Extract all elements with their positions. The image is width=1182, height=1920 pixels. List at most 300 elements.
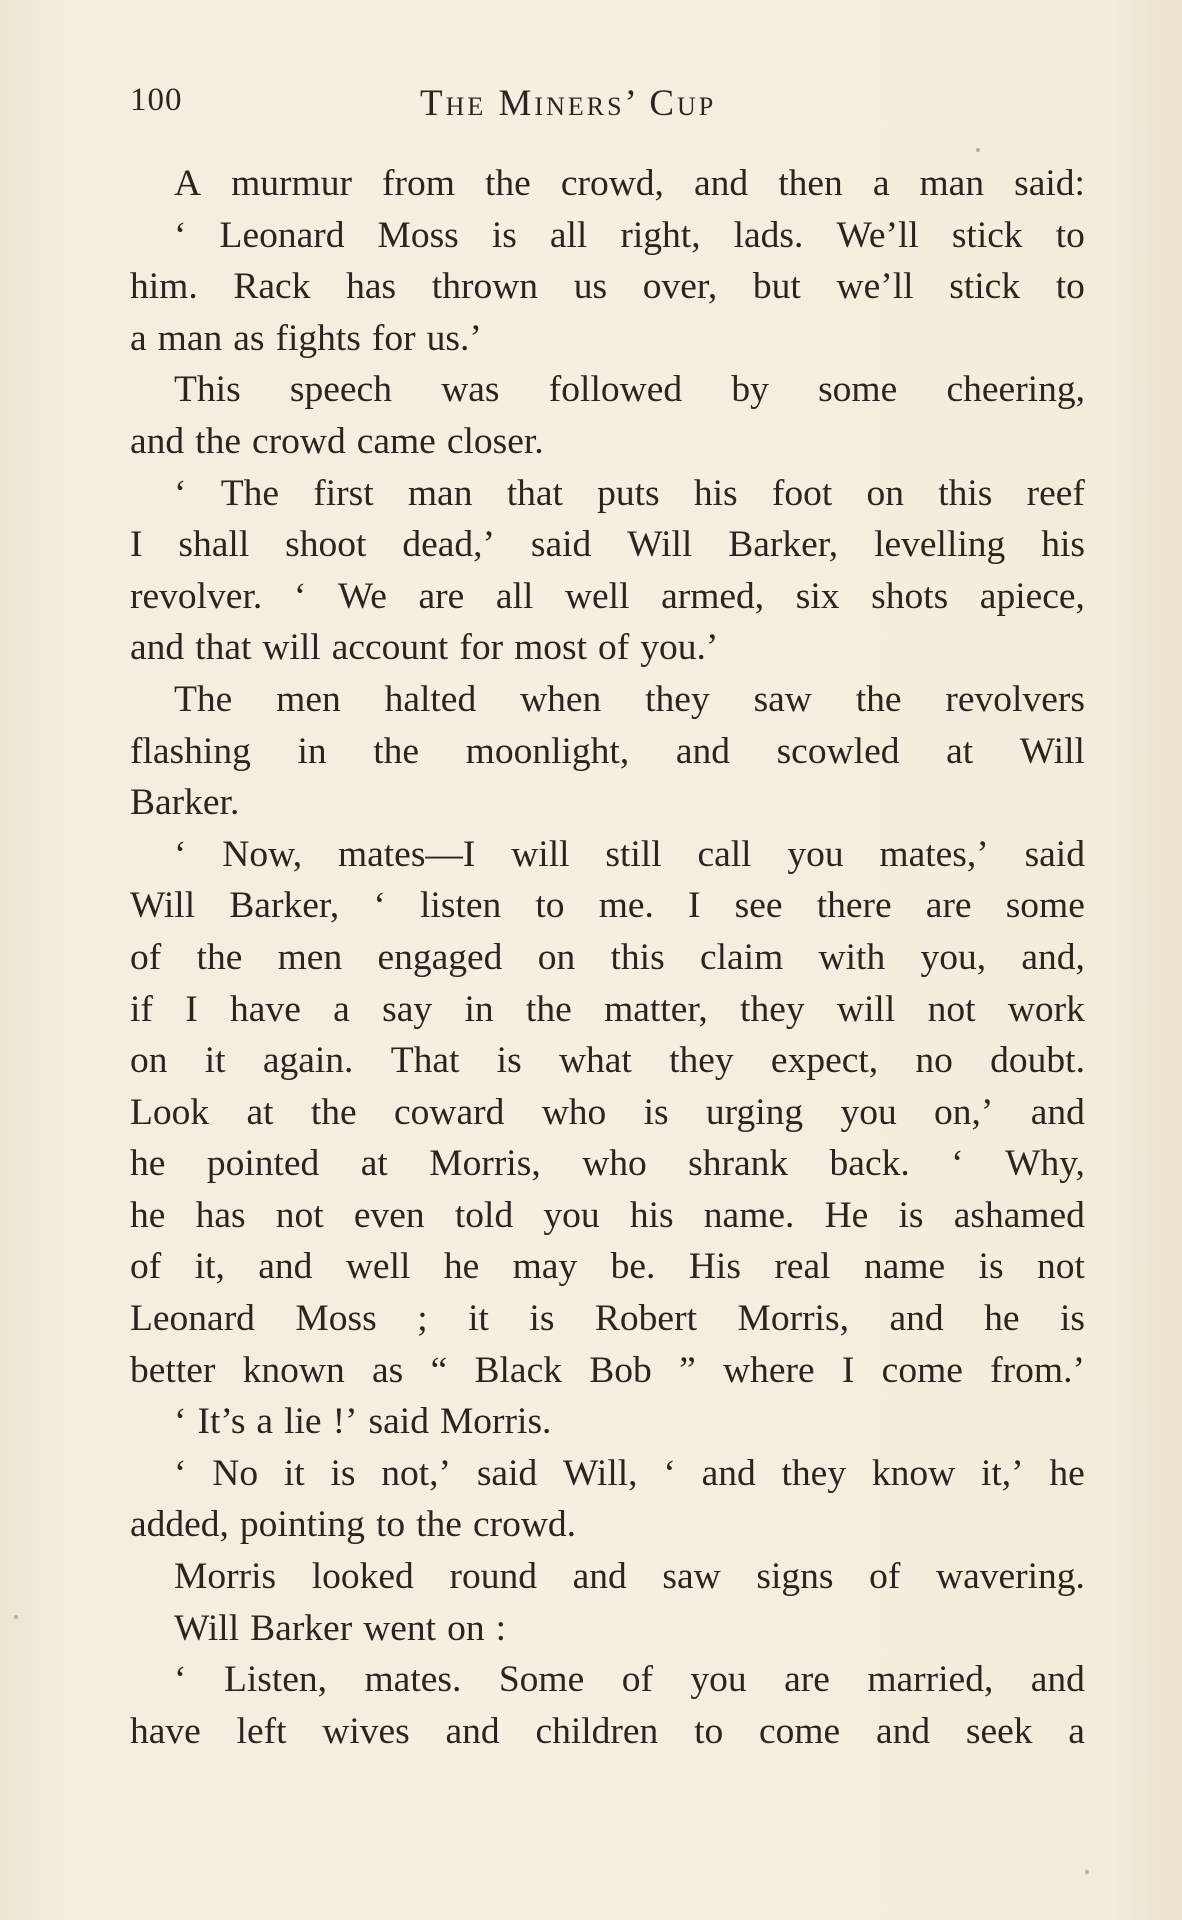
word: will	[511, 833, 570, 875]
page-header	[130, 82, 1085, 132]
word: followed	[548, 369, 683, 411]
word: where	[723, 1349, 815, 1391]
word: Bob	[589, 1349, 652, 1391]
word: as	[233, 317, 265, 359]
word: at	[360, 1143, 388, 1185]
word: coward	[394, 1091, 505, 1133]
word: a	[333, 988, 350, 1030]
word: work	[1007, 988, 1085, 1030]
word: speech	[289, 369, 392, 411]
word: Barker.	[130, 782, 240, 824]
word: from	[382, 163, 455, 204]
word: levelling	[874, 524, 1006, 566]
word: know	[871, 1452, 956, 1494]
word: the	[855, 678, 902, 720]
word: saw	[753, 678, 812, 720]
text-line	[130, 519, 1085, 571]
word: expect,	[770, 1040, 879, 1082]
word: ‘	[293, 575, 307, 617]
word: reef	[1026, 472, 1085, 514]
word: who	[582, 1143, 647, 1185]
word: have	[130, 1710, 201, 1752]
word: what	[558, 1040, 632, 1082]
word: is	[529, 1298, 555, 1340]
word: This	[174, 369, 241, 411]
word: you	[787, 833, 844, 875]
word: flashing	[130, 730, 251, 772]
text-line	[130, 1345, 1085, 1397]
word: name.	[703, 1194, 795, 1236]
word: I	[688, 885, 701, 927]
text-line	[130, 1087, 1085, 1139]
word: the	[373, 730, 420, 772]
text-line	[130, 1035, 1085, 1087]
word: man	[157, 317, 223, 359]
word: stick	[949, 266, 1021, 308]
word: The	[174, 678, 233, 720]
word: is	[496, 1040, 522, 1082]
running-head: The Miners’ Cup	[420, 83, 717, 124]
word: pointed	[206, 1143, 320, 1185]
word: in	[464, 988, 494, 1030]
word: dead,’	[402, 524, 495, 566]
word: ‘	[663, 1452, 676, 1494]
word: us.’	[426, 317, 482, 359]
word: the	[525, 988, 572, 1030]
word: is	[1059, 1298, 1085, 1340]
word: revolver.	[130, 575, 263, 617]
word: of	[869, 1556, 901, 1598]
word: they	[645, 678, 710, 720]
word: not	[275, 1194, 324, 1236]
word: and	[675, 730, 730, 772]
page-number: 100	[130, 82, 183, 118]
word: is	[491, 214, 517, 256]
text-line	[130, 1293, 1085, 1345]
text-line	[130, 416, 1085, 468]
word: crowd.	[472, 1504, 577, 1546]
word: and	[258, 1246, 313, 1288]
word: :	[495, 1607, 507, 1649]
word: mates.	[364, 1659, 462, 1701]
word: apiece,	[979, 575, 1085, 617]
word: at	[246, 1091, 274, 1133]
word: of	[130, 1246, 162, 1288]
word: said:	[1014, 163, 1085, 204]
text-line	[130, 726, 1085, 778]
word: seek	[965, 1710, 1033, 1752]
word: name	[863, 1246, 946, 1288]
word: to	[375, 1504, 406, 1546]
word: Will	[130, 885, 196, 927]
word: on	[130, 1040, 168, 1082]
word: is	[643, 1091, 669, 1133]
word: well	[345, 1246, 411, 1288]
word: looked	[311, 1556, 414, 1598]
word: to	[535, 885, 565, 927]
text-line	[130, 1603, 1085, 1655]
word: account	[331, 627, 449, 669]
word: ‘	[174, 833, 187, 875]
word: ‘	[951, 1143, 964, 1185]
word: he	[130, 1194, 166, 1236]
word: wives	[322, 1710, 410, 1752]
word: you	[690, 1659, 747, 1701]
word: Will	[174, 1607, 240, 1649]
word: a	[872, 163, 890, 204]
word: right,	[620, 214, 701, 256]
word: armed,	[661, 575, 765, 617]
word: Leonard	[130, 1298, 255, 1340]
word: in	[297, 730, 327, 772]
word: then	[778, 163, 843, 204]
word: has	[195, 1194, 246, 1236]
text-line	[130, 1138, 1085, 1190]
word: Will	[1019, 730, 1085, 772]
word: The	[220, 472, 280, 514]
word: said	[476, 1452, 538, 1494]
word: on,’	[934, 1091, 994, 1133]
word: that	[195, 627, 252, 669]
word: He	[824, 1194, 869, 1236]
word: signs	[756, 1556, 834, 1598]
word: halted	[384, 678, 477, 720]
word: they	[740, 988, 805, 1030]
word: again.	[262, 1040, 354, 1082]
body-text	[130, 158, 1085, 1757]
word: they	[781, 1452, 847, 1494]
word: all	[495, 575, 534, 617]
word: engaged	[377, 936, 503, 978]
text-line	[130, 210, 1085, 262]
word: who	[541, 1091, 607, 1133]
word: “	[430, 1349, 448, 1391]
word: stick	[951, 214, 1023, 256]
word: has	[346, 266, 397, 308]
word: We	[337, 575, 387, 617]
text-line	[130, 984, 1085, 1036]
word: wavering.	[936, 1556, 1085, 1598]
text-line	[130, 880, 1085, 932]
word: on	[447, 1607, 485, 1649]
word: doubt.	[990, 1040, 1085, 1082]
word: Morris,	[737, 1298, 849, 1340]
word: he	[443, 1246, 480, 1288]
word: the	[416, 1504, 462, 1546]
word: I	[185, 988, 198, 1030]
word: me.	[598, 885, 654, 927]
word: and	[693, 163, 749, 204]
word: Morris	[174, 1556, 277, 1598]
word: his	[629, 1194, 674, 1236]
word: from.’	[990, 1349, 1085, 1391]
word: us	[573, 266, 608, 308]
word: is	[898, 1194, 924, 1236]
text-line	[130, 1448, 1085, 1500]
word: was	[441, 369, 500, 411]
word: a	[130, 317, 147, 359]
word: not	[1036, 1246, 1085, 1288]
word: Some	[498, 1659, 585, 1701]
word: We’ll	[836, 214, 919, 256]
word: with	[818, 936, 886, 978]
word: all	[549, 214, 588, 256]
text-line	[130, 622, 1085, 674]
word: see	[734, 885, 783, 927]
word: his	[1041, 524, 1085, 566]
word: it	[468, 1298, 489, 1340]
word: ;	[417, 1298, 428, 1340]
word: but	[752, 266, 801, 308]
text-line	[130, 1551, 1085, 1603]
word: It’s	[197, 1401, 246, 1443]
word: Why,	[1005, 1143, 1085, 1185]
word: over,	[642, 266, 718, 308]
word: Rack	[233, 266, 311, 308]
word: to	[1055, 266, 1085, 308]
word: is	[330, 1452, 356, 1494]
word: said	[530, 524, 592, 566]
word: and	[572, 1556, 627, 1598]
word: revolvers	[945, 678, 1085, 720]
word: ‘	[174, 1452, 187, 1494]
word: puts	[597, 472, 660, 514]
word: you	[543, 1194, 600, 1236]
word: ‘	[174, 214, 187, 256]
word: shoot	[285, 524, 367, 566]
word: closer.	[446, 420, 544, 462]
word: known	[242, 1349, 345, 1391]
word: a	[1068, 1710, 1085, 1752]
word: Look	[130, 1091, 210, 1133]
text-line	[130, 261, 1085, 313]
word: foot	[771, 472, 833, 514]
word: come	[881, 1349, 963, 1391]
word: it	[283, 1452, 305, 1494]
word: Barker,	[728, 524, 839, 566]
word: not,’	[381, 1452, 452, 1494]
word: listen	[419, 885, 502, 927]
word: and	[130, 627, 185, 669]
word: Listen,	[223, 1659, 328, 1701]
word: you,	[920, 936, 987, 978]
word: he	[1049, 1452, 1085, 1494]
word: the	[484, 163, 531, 204]
word: call	[697, 833, 752, 875]
word: for	[459, 627, 504, 669]
word: came	[356, 420, 436, 462]
word: said	[368, 1401, 429, 1443]
word: married,	[867, 1659, 994, 1701]
word: well	[564, 575, 630, 617]
word: ‘	[373, 885, 386, 927]
word: the	[310, 1091, 357, 1133]
word: the	[195, 420, 241, 462]
word: a	[256, 1401, 274, 1443]
word: are	[784, 1659, 830, 1701]
word: are	[925, 885, 972, 927]
text-line	[130, 1396, 1085, 1448]
word: this	[610, 936, 665, 978]
word: scowled	[776, 730, 900, 772]
word: he	[130, 1143, 166, 1185]
word: lads.	[733, 214, 804, 256]
word: urging	[705, 1091, 804, 1133]
word: I	[130, 524, 143, 566]
word: it	[204, 1040, 226, 1082]
word: and	[1030, 1659, 1085, 1701]
word: Robert	[594, 1298, 697, 1340]
word: left	[236, 1710, 287, 1752]
text-line	[130, 313, 1085, 365]
word: added,	[130, 1504, 229, 1546]
word: his	[693, 472, 738, 514]
word: be.	[610, 1246, 656, 1288]
text-line	[130, 158, 1085, 210]
word: to	[694, 1710, 724, 1752]
text-line	[130, 829, 1085, 881]
word: pointing	[239, 1504, 365, 1546]
word: it,’	[980, 1452, 1024, 1494]
text-line	[130, 1241, 1085, 1293]
word: ‘	[174, 1401, 187, 1443]
word: there	[816, 885, 892, 927]
word: ‘	[174, 1659, 187, 1701]
word: they	[669, 1040, 734, 1082]
word: told	[454, 1194, 514, 1236]
word: of	[598, 627, 630, 669]
word: him.	[130, 266, 198, 308]
word: fights	[275, 317, 361, 359]
word: come	[758, 1710, 841, 1752]
word: have	[230, 988, 301, 1030]
word: first	[313, 472, 374, 514]
word: matter,	[604, 988, 708, 1030]
word: this	[938, 472, 993, 514]
word: No	[212, 1452, 259, 1494]
word: Barker,	[229, 885, 340, 927]
text-line	[130, 932, 1085, 984]
word: crowd,	[560, 163, 664, 204]
word: shots	[871, 575, 949, 617]
word: six	[795, 575, 840, 617]
word: and	[130, 420, 185, 462]
word: mates—I	[337, 833, 476, 875]
paper-speck	[976, 148, 980, 152]
word: say	[382, 988, 433, 1030]
word: children	[535, 1710, 659, 1752]
word: Moss	[377, 214, 459, 256]
word: man	[919, 163, 985, 204]
word: on	[537, 936, 576, 978]
word: mates,’	[879, 833, 989, 875]
word: for	[371, 317, 416, 359]
word: even	[353, 1194, 425, 1236]
word: shall	[178, 524, 250, 566]
paper-speck	[1085, 1870, 1089, 1874]
word: Will	[627, 524, 693, 566]
word: to	[1055, 214, 1085, 256]
text-line	[130, 468, 1085, 520]
word: some	[818, 369, 898, 411]
text-line	[130, 1706, 1085, 1758]
word: His	[688, 1246, 741, 1288]
word: back.	[829, 1143, 910, 1185]
word: cheering,	[946, 369, 1085, 411]
word: Leonard	[219, 214, 345, 256]
word: and	[889, 1298, 944, 1340]
word: Black	[474, 1349, 562, 1391]
word: and	[701, 1452, 756, 1494]
word: thrown	[431, 266, 539, 308]
text-line	[130, 777, 1085, 829]
text-line	[130, 1499, 1085, 1551]
word: of	[130, 936, 162, 978]
word: Barker	[250, 1607, 353, 1649]
word: we’ll	[836, 266, 914, 308]
word: you	[840, 1091, 897, 1133]
word: may	[512, 1246, 578, 1288]
word: and	[445, 1710, 500, 1752]
word: if	[130, 988, 153, 1030]
text-line	[130, 1190, 1085, 1242]
word: ashamed	[953, 1194, 1085, 1236]
text-line	[130, 674, 1085, 726]
word: you.’	[640, 627, 719, 669]
word: Moss	[295, 1298, 377, 1340]
word: I	[841, 1349, 855, 1391]
word: that	[506, 472, 563, 514]
word: at	[946, 730, 974, 772]
text-line	[130, 364, 1085, 416]
word: moonlight,	[465, 730, 630, 772]
word: men	[277, 936, 343, 978]
word: better	[130, 1349, 216, 1391]
word: men	[276, 678, 341, 720]
word: That	[390, 1040, 460, 1082]
word: went	[363, 1607, 437, 1649]
word: Now,	[222, 833, 303, 875]
paper-speck	[14, 1615, 18, 1619]
word: and	[875, 1710, 931, 1752]
word: not	[927, 988, 976, 1030]
word: and,	[1021, 936, 1085, 978]
word: it,	[194, 1246, 225, 1288]
word: crowd	[251, 420, 346, 462]
word: is	[978, 1246, 1004, 1288]
word: of	[621, 1659, 653, 1701]
word: on	[866, 472, 904, 514]
word: shrank	[688, 1143, 789, 1185]
word: said	[1024, 833, 1085, 875]
word: murmur	[231, 163, 352, 204]
word: !’	[332, 1401, 358, 1443]
word: will	[262, 627, 321, 669]
word: as	[372, 1349, 404, 1391]
word: ‘	[174, 472, 187, 514]
word: some	[1005, 885, 1085, 927]
word: are	[418, 575, 465, 617]
word: A	[174, 163, 202, 204]
word: Morris,	[429, 1143, 541, 1185]
word: man	[407, 472, 473, 514]
word: no	[915, 1040, 953, 1082]
word: saw	[662, 1556, 721, 1598]
word: he	[984, 1298, 1020, 1340]
word: ”	[679, 1349, 696, 1391]
word: Morris.	[439, 1401, 552, 1443]
text-line	[130, 571, 1085, 623]
